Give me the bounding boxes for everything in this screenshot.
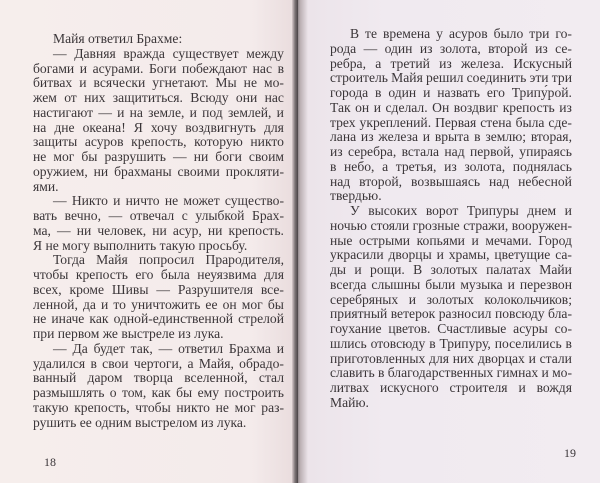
text-line: оружием, ни брахманы своими прокляти-	[33, 163, 284, 179]
text-line: строитель Майя решил соединить эти три	[330, 70, 572, 86]
text-line: рода — один из золота, второй из се-	[330, 40, 572, 56]
text-line: ленной, да и то уничтожить ее он мог бы	[33, 296, 284, 312]
left-page	[0, 0, 296, 483]
text-line: при первом же выстреле из лука.	[33, 326, 224, 341]
text-line: не мог бы разрушить — ни боги своим	[33, 149, 284, 164]
right-page-text	[330, 27, 572, 411]
text-line: приятный ветерок разносил повсюду бла-	[330, 306, 572, 322]
text-line: всегда слышны были музыка и перезвон	[330, 276, 572, 292]
text-line: ночью стояли грозные стражи, вооружен-	[330, 217, 572, 233]
text-line: ребра, а третий из железа. Искусный	[330, 55, 572, 71]
text-line: лана из железа и врыта в землю; вторая,	[330, 129, 572, 145]
text-line: Майю.	[330, 394, 369, 410]
text-line: ями.	[33, 178, 59, 194]
text-line: У высоких ворот Трипуры днем и	[350, 203, 572, 218]
text-line: В те времена у асуров было три го-	[350, 26, 572, 41]
text-line: — Да будет так, — ответил Брахма и	[53, 340, 284, 356]
text-line: серебряных и золотых колокольчиков;	[330, 291, 572, 307]
left-page-text	[33, 32, 284, 430]
right-page	[296, 0, 600, 483]
text-line: такую крепость, чтобы никто не мог раз-	[33, 399, 284, 415]
text-line: Тогда Майя попросил Прародителя,	[53, 252, 284, 268]
text-line: удалился в свои чертоги, а Майя, обрадо-	[33, 355, 284, 371]
text-line: всех, кроме Шивы — Разрушителя все-	[33, 281, 284, 297]
text-line: литвах искусного строителя и вождя	[330, 380, 572, 395]
text-line: славить в благодарственных гимнах и мо-	[330, 365, 572, 381]
text-line: в небо, а третья, из золота, поднялась	[330, 158, 572, 174]
text-line: украсили дворцы и храмы, цветущие са-	[330, 247, 572, 263]
text-line: не иначе как одной-единственной стрелой	[33, 311, 284, 327]
text-line: — Никто и ничто не может существо-	[53, 193, 284, 209]
text-line: ные острыми копьями и мечами. Город	[330, 232, 572, 248]
text-line: ма, — ни человек, ни асур, ни крепость.	[33, 222, 284, 238]
text-line: жем от них защититься. Всюду они нас	[33, 90, 284, 105]
text-line: из серебра, встала над первой, упираясь	[330, 144, 572, 159]
text-line: над второй, возвышаясь над небесной	[330, 173, 572, 189]
text-line: Я не могу выполнить такую просьбу.	[33, 237, 248, 253]
text-line: ды и рощи. В золотых палатах Майи	[330, 262, 572, 277]
text-line: чтобы крепость его была неуязвима для	[33, 267, 284, 282]
text-line: размышлять о том, как бы ему построить	[33, 385, 284, 400]
text-line: Майя ответил Брахме:	[53, 31, 183, 46]
text-line: гоухание цветов. Счастливые асуры со-	[330, 321, 572, 336]
text-line: шлись отовсюду в Трипуру, поселились в	[330, 335, 572, 351]
text-line: настигают — и на земле, и под землей, и	[33, 104, 284, 120]
text-line: Так он и сделал. Он воздвиг крепость из	[330, 99, 572, 115]
book-gutter	[292, 0, 298, 483]
text-line: рушить ее одним выстрелом из лука.	[33, 414, 247, 430]
text-line: защиты асуров крепость, которую никто	[33, 134, 284, 150]
text-line: трех укреплений. Первая стена была сде-	[330, 114, 572, 130]
text-line: вать вечно, — отвечал с улыбкой Брах-	[33, 208, 284, 223]
text-line: богами и асурами. Боги побеждают нас в	[33, 60, 284, 76]
text-line: на дне океана! Я хочу воздвигнуть для	[33, 119, 284, 135]
text-line: города в один и назвать его Трипу́рой.	[330, 85, 572, 100]
page-number: 19	[564, 446, 576, 460]
text-line: битвах и всячески угнетают. Мы не мо-	[33, 75, 284, 91]
text-line: ванный даром творца вселенной, стал	[33, 370, 284, 386]
text-line: твердью.	[330, 188, 382, 204]
text-line: — Давняя вражда существует между	[53, 45, 284, 61]
page-number: 18	[44, 455, 56, 469]
text-line: приготовленных для них дворцах и стали	[330, 350, 572, 366]
